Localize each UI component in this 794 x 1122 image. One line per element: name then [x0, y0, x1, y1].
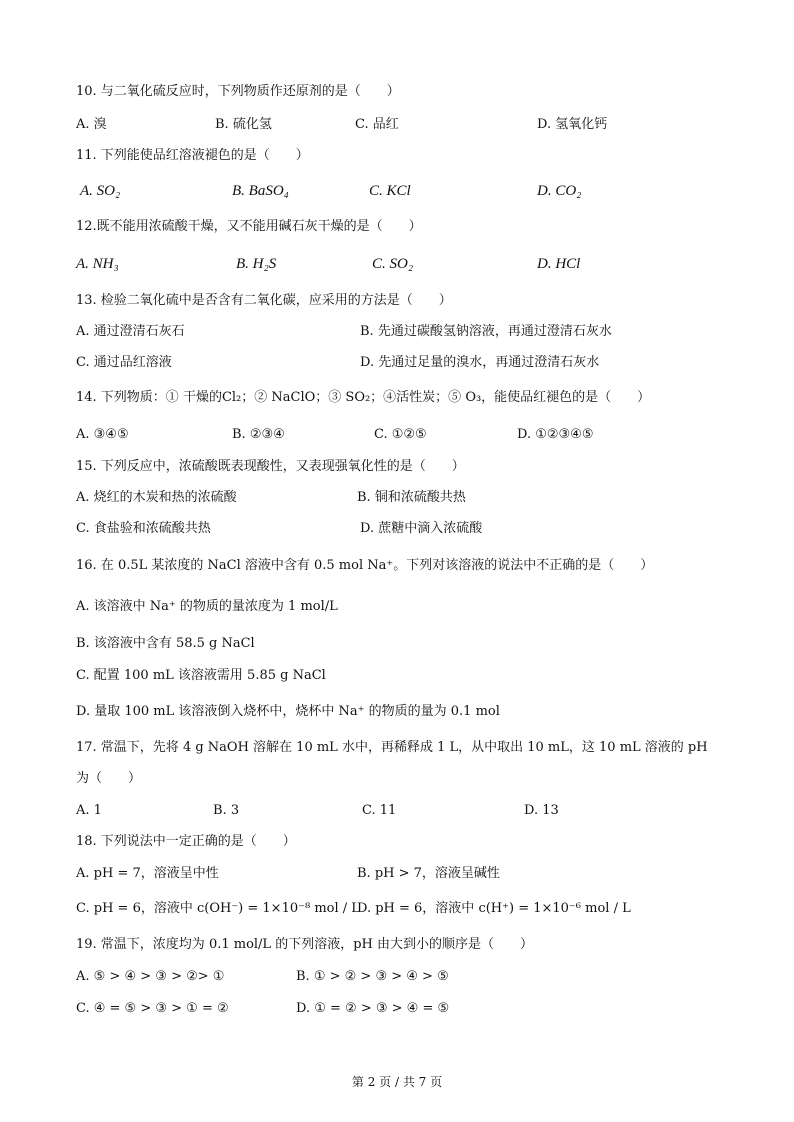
q12-option-d: D. HCl	[537, 256, 581, 272]
q19-option-a: A. ⑤ > ④ > ③ > ②> ①	[76, 969, 225, 984]
q16-option-d: D. 量取 100 mL 该溶液倒入烧杯中，烧杯中 Na⁺ 的物质的量为 0.1 mol	[76, 704, 500, 719]
q10-option-c: C. 品红	[355, 117, 399, 132]
q15-option-b: B. 铜和浓硫酸共热	[357, 490, 466, 505]
q15-option-c: C. 食盐验和浓硫酸共热	[76, 521, 211, 536]
q13-option-b: B. 先通过碳酸氢钠溶液，再通过澄清石灰水	[360, 324, 612, 339]
q15-option-a: A. 烧红的木炭和热的浓硫酸	[76, 490, 237, 505]
q12-option-c: C. SO₂	[372, 256, 414, 272]
q12-option-a: A. NH₃	[76, 256, 119, 272]
q10-option-d: D. 氢氧化钙	[537, 117, 608, 132]
question-13-stem: 13. 检验二氧化硫中是否含有二氧化碳，应采用的方法是（ ）	[76, 293, 452, 308]
q17-option-b: B. 3	[213, 803, 240, 818]
q17-option-d: D. 13	[524, 803, 559, 818]
question-19-stem: 19. 常温下，浓度均为 0.1 mol/L 的下列溶液，pH 由大到小的顺序是（ ）	[76, 937, 533, 952]
question-18-stem: 18. 下列说法中一定正确的是（ ）	[76, 834, 296, 849]
q18-option-d: D. pH = 6，溶液中 c(H⁺) = 1×10⁻⁶ mol / L	[357, 901, 631, 916]
q18-option-b: B. pH > 7，溶液呈碱性	[357, 866, 500, 881]
q16-option-b: B. 该溶液中含有 58.5 g NaCl	[76, 636, 255, 651]
question-16-stem: 16. 在 0.5L 某浓度的 NaCl 溶液中含有 0.5 mol Na⁺。下列对该溶液的说法中不正确的是（ ）	[76, 558, 654, 573]
q13-option-c: C. 通过品红溶液	[76, 355, 172, 370]
q16-option-a: A. 该溶液中 Na⁺ 的物质的量浓度为 1 mol/L	[76, 599, 338, 614]
q15-option-d: D. 蔗糖中滴入浓硫酸	[360, 521, 483, 536]
q13-option-d: D. 先通过足量的溴水，再通过澄清石灰水	[360, 355, 600, 370]
q17-option-a: A. 1	[76, 803, 102, 818]
q14-option-a: A. ③④⑤	[76, 427, 129, 442]
page-footer: 第 2 页 / 共 7 页	[351, 1075, 443, 1089]
question-17-stem: 17. 常温下，先将 4 g NaOH 溶解在 10 mL 水中，再稀释成 1 L，从中取出 10 mL，这 10 mL 溶液的 pH	[76, 740, 708, 755]
question-14-stem: 14. 下列物质：① 干燥的Cl₂；② NaClO；③ SO₂；④活性炭；⑤ O₃，能使品红褪色的是（ ）	[76, 390, 651, 405]
question-12-stem: 12.既不能用浓硫酸干燥，又不能用碱石灰干燥的是（ ）	[76, 219, 422, 234]
q17-option-c: C. 11	[362, 803, 397, 818]
q19-option-d: D. ① = ② > ③ > ④ = ⑤	[296, 1001, 450, 1016]
q10-option-a: A. 溴	[76, 117, 107, 132]
q12-option-b: B. H₂S	[236, 256, 277, 272]
q19-option-b: B. ① > ② > ③ > ④ > ⑤	[296, 969, 449, 984]
q11-option-b: B. BaSO₄	[232, 183, 289, 199]
q16-option-c: C. 配置 100 mL 该溶液需用 5.85 g NaCl	[76, 668, 326, 683]
q14-option-d: D. ①②③④⑤	[517, 427, 594, 442]
q18-option-c: C. pH = 6，溶液中 c(OH⁻) = 1×10⁻⁸ mol / L	[76, 901, 360, 916]
question-11-stem: 11. 下列能使品红溶液褪色的是（ ）	[76, 148, 309, 163]
q10-option-b: B. 硫化氢	[215, 117, 272, 132]
q14-option-b: B. ②③④	[232, 427, 285, 442]
q13-option-a: A. 通过澄清石灰石	[76, 324, 185, 339]
q19-option-c: C. ④ = ⑤ > ③ > ① = ②	[76, 1001, 229, 1016]
question-17-stem-cont: 为（ ）	[76, 771, 142, 786]
question-15-stem: 15. 下列反应中，浓硫酸既表现酸性，又表现强氧化性的是（ ）	[76, 459, 465, 474]
q14-option-c: C. ①②⑤	[374, 427, 427, 442]
question-10-stem: 10. 与二氧化硫反应时，下列物质作还原剂的是（ ）	[76, 84, 400, 99]
q11-option-a: A. SO₂	[80, 183, 121, 199]
q11-option-c: C. KCl	[369, 183, 411, 199]
q18-option-a: A. pH = 7，溶液呈中性	[76, 866, 219, 881]
q11-option-d: D. CO₂	[537, 183, 582, 199]
